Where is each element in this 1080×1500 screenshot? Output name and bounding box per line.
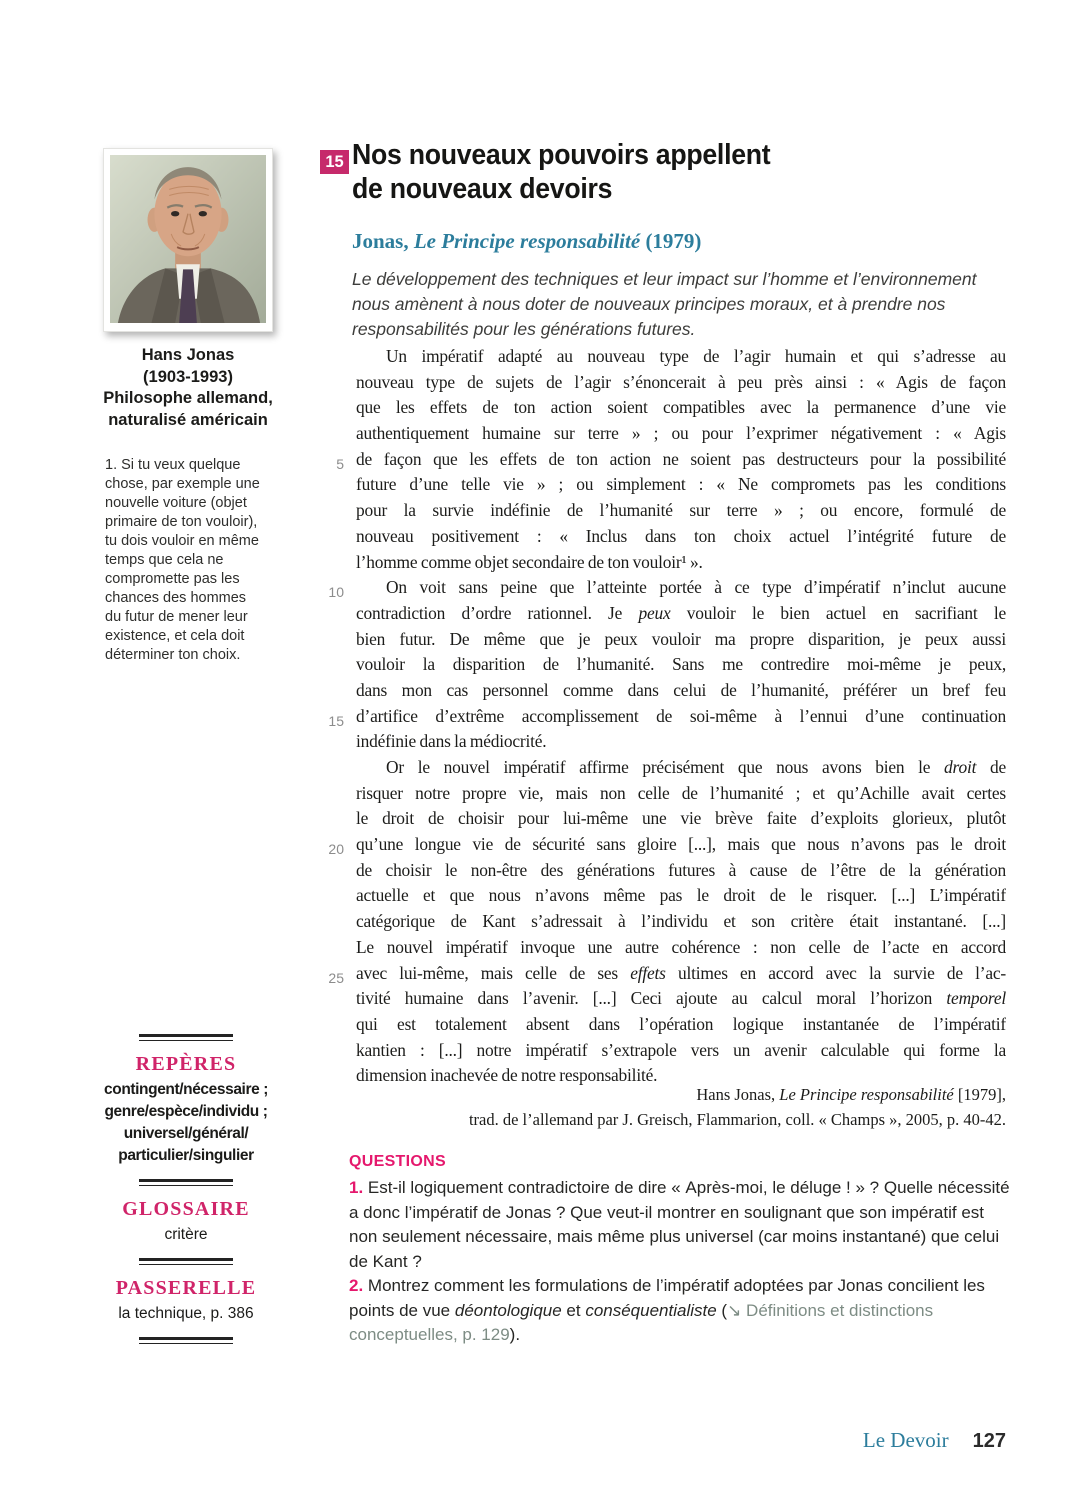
text-line: l’homme comme objet secondaire de ton vouloir¹ ». [356, 551, 703, 572]
text-line: avec lui-même, mais celle de ses effets ultimes en accord avec la survie de l’ac- [356, 962, 1006, 983]
reference-box-line: particulier/singulier [118, 1147, 254, 1164]
question-number: 1. [349, 1178, 364, 1197]
text-line: actuelle et que nous n’avons même pas le droit de le risquer. [...] L’impératif [356, 885, 1006, 906]
chapter-label: Le Devoir [862, 1428, 949, 1452]
text-line: tivité humaine dans l’avenir. [...] Ceci ajoute au calcul moral l’horizon temporel [356, 988, 1006, 1009]
reference-box-title: GLOSSAIRE [122, 1198, 250, 1220]
text-line: bien futur. De même que je peux vouloir ma propre disparition, je peux aussi [356, 628, 1006, 649]
text-line: Un impératif adapté au nouveau type de l’agir humain et qui s’adresse au [386, 346, 1006, 366]
page-number: 127 [972, 1430, 1006, 1452]
reference-box-title: PASSERELLE [115, 1277, 257, 1299]
page-footer [863, 1428, 1006, 1453]
questions-section [349, 1153, 1011, 1348]
document-number-badge: 15 [320, 150, 349, 174]
photo-caption [78, 345, 298, 431]
text-line: pour la survie indéfinie de l’humanité sur terre » ; ou encore, formulé de [356, 500, 1006, 521]
line-number: 20 [328, 841, 344, 858]
work-title: Le Principe responsabilité [413, 229, 641, 253]
reference-box-line: la technique, p. 386 [118, 1305, 254, 1322]
text-line: le droit de choisir pour lui-même une vie brève faite d’exploits glorieux, plutôt [356, 808, 1006, 829]
question-item: 1. Est-il logiquement contradictoire de dire « Après-moi, le déluge ! » ? Quelle nécessité a donc l’impératif de Jonas ? Que veut-il montrer en soulignant que son impératif est non seulement nécessaire, mais même plus universel (car moins instantané) que celui de Kant ? [349, 1178, 1010, 1271]
question-item: 2. Montrez comment les formulations de l’impératif adoptées par Jonas concilient les points de vue déontologique et conséquentialiste (↘ Définitions et distinctions conceptuelles, p. 129). [349, 1276, 985, 1344]
text-line: vouloir la disparition de l’humanité. Sans me contredire moi-même je peux, [356, 654, 1006, 675]
text-line: risquer notre propre vie, mais non celle de l’humanité ; et qu’Achille avait certes [356, 782, 1006, 803]
title-line: Nos nouveaux pouvoirs appellent [352, 139, 771, 171]
reference-box-line: universel/général/ [123, 1125, 249, 1142]
photo-caption-line: naturalisé américain [108, 410, 268, 429]
text-line: Le nouvel impératif invoque une autre cohérence : non celle de l’acte en accord [356, 936, 1006, 957]
source-heading [352, 229, 701, 254]
text-line: On voit sans peine que l’atteinte portée à ce type d’impératif n’inclut aucune [386, 577, 1006, 598]
line-number: 5 [336, 455, 344, 472]
portrait-image [110, 155, 266, 323]
questions-list [349, 1176, 1011, 1348]
title-line: de nouveaux devoirs [352, 173, 613, 205]
text-line: authentiquement humaine sur terre » ; ou pour l’exprimer négativement : « Agis [356, 423, 1006, 444]
text-line: kantien : [...] notre impératif s’extrapole vers un avenir calculable qui forme la [356, 1039, 1006, 1060]
double-rule [139, 1034, 233, 1041]
photo-caption-line: Hans Jonas [141, 346, 235, 364]
questions-heading: QUESTIONS [349, 1153, 446, 1170]
reference-box-line: critère [164, 1226, 208, 1243]
text-line: catégorique de Kant s’adressait à l’individu et son critère était instantané. [...] [356, 911, 1006, 932]
chapeau-text: Le développement des techniques et leur impact sur l’homme et l’environnement nous amènent à nous doter de nouveaux principes moraux, et à prendre nos responsabilités pour les générations futures. [352, 269, 977, 339]
double-rule [139, 1258, 233, 1265]
line-number: 10 [328, 584, 344, 601]
text-line: qu’une longue vie de sécurité sans gloire [...], mais que nous n’avons pas le droit [356, 834, 1006, 855]
hans-jonas-photo [103, 148, 273, 332]
text-line: dimension inachevée de notre responsabilité. [356, 1065, 658, 1086]
text-line: Or le nouvel impératif affirme précisément que nous avons bien le droit de [386, 757, 1006, 777]
text-line: de choisir le non-être des générations futures à cause de l’être de la génération [356, 859, 1006, 880]
source-line: trad. de l’allemand par J. Greisch, Flammarion, coll. « Champs », 2005, p. 40-42. [468, 1110, 1006, 1129]
footnote: 1. Si tu veux quelque chose, par exemple une nouvelle voiture (objet primaire de ton vouloir), tu dois vouloir en même temps que cela ne compromette pas les chances des hommes du futur de mener leur existence, et cela doit déterminer ton choix. [105, 457, 260, 663]
work-year: (1979) [640, 229, 702, 253]
line-number: 15 [328, 712, 344, 729]
reference-boxes [86, 1034, 286, 1356]
text-line: que les effets de ton action soient compatibles avec la permanence d’une vie [356, 397, 1006, 418]
text-line: dans mon cas personnel comme dans celui de l’humanité, préférer un bref feu [356, 679, 1006, 700]
cross-reference: ↘ Définitions et distinctions conceptuelles, p. 129 [349, 1300, 934, 1344]
text-line: qui est totalement absent dans l’opération logique instantanée de l’impératif [356, 1013, 1006, 1034]
photo-caption-line: (1903-1993) [143, 367, 233, 386]
excerpt-text [320, 344, 1006, 1089]
reference-box-title: REPÈRES [135, 1053, 237, 1075]
question-number: 2. [349, 1276, 364, 1295]
author-name: Jonas, [352, 229, 414, 253]
text-line: nouveau type de sujets de l’agir s’énoncerait à peu près ainsi : « Agis de façon [356, 371, 1006, 392]
source-citation [320, 1082, 1006, 1132]
double-rule [139, 1337, 233, 1344]
reference-box-line: genre/espèce/individu ; [104, 1103, 268, 1120]
text-line: indéfinie dans la médiocrité. [356, 731, 547, 752]
text-line: contradiction d’ordre rationnel. Je peux vouloir le bien actuel en sacrifiant le [356, 602, 1006, 623]
source-line: Hans Jonas, Le Principe responsabilité [1979], [696, 1085, 1006, 1104]
line-number: 25 [328, 969, 344, 986]
text-line: future d’une telle vie » ; ou simplement : « Ne compromets pas les conditions [356, 474, 1006, 495]
document-title [352, 138, 770, 206]
text-line: de façon que les effets de ton action ne soient pas destructeurs pour la possibilité [356, 448, 1006, 469]
text-line: nouveau positivement : « Inclus dans ton choix actuel l’intégrité future de [356, 525, 1006, 546]
double-rule [139, 1179, 233, 1186]
reference-box-line: contingent/nécessaire ; [104, 1081, 268, 1098]
text-line: d’artifice d’extrême accomplissement de soi-même à l’ennui d’une continuation [356, 705, 1006, 726]
photo-caption-line: Philosophe allemand, [103, 389, 273, 407]
